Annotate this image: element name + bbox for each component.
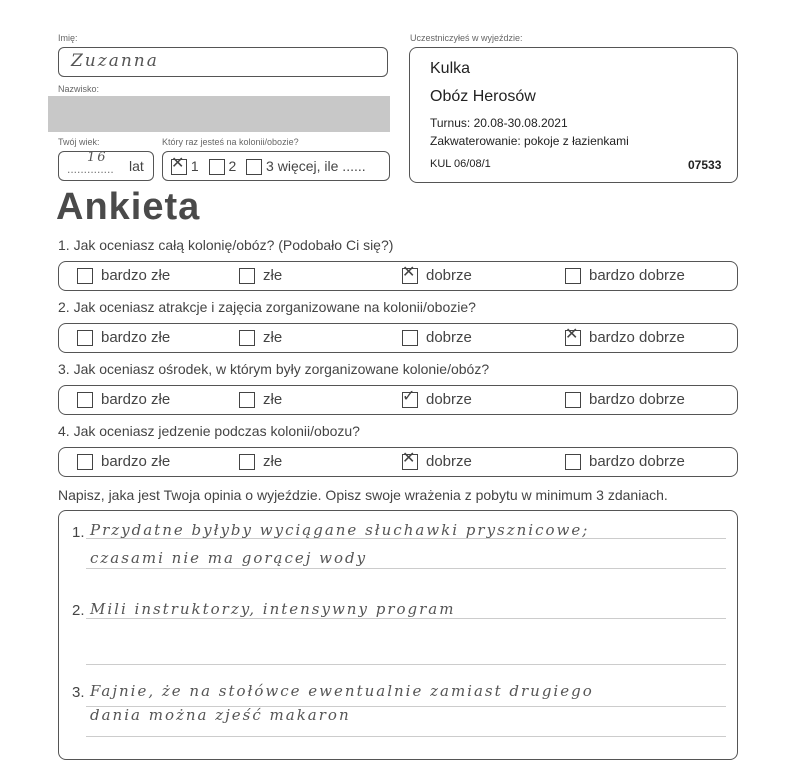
option-bardzo-zle	[77, 267, 170, 284]
opinion-number-1: 1.	[72, 524, 85, 541]
visit-label: Który raz jesteś na kolonii/obozie?	[162, 137, 299, 147]
option-label: bardzo dobrze	[589, 267, 685, 284]
opinion-number-2: 2.	[72, 602, 85, 619]
option-label: bardzo złe	[101, 329, 171, 346]
question-4: 4. Jak oceniasz jedzenie podczas kolonii/obozu?	[58, 423, 360, 439]
visit-checkbox-1[interactable]: ✕	[171, 159, 187, 175]
checkbox-zle[interactable]	[239, 330, 255, 346]
check-mark-icon: ✓	[402, 388, 416, 406]
option-label: dobrze	[426, 329, 472, 346]
name-label: Imię:	[58, 33, 78, 43]
age-value: 16	[87, 150, 108, 165]
visit-field	[162, 151, 390, 181]
option-label: dobrze	[426, 267, 472, 284]
option-label: dobrze	[426, 453, 472, 470]
age-unit: lat	[129, 158, 144, 174]
answer-row-3	[58, 385, 738, 415]
answer-row-1	[58, 261, 738, 291]
camp-number: 07533	[688, 158, 722, 172]
checkbox-bardzo-zle[interactable]	[77, 392, 93, 408]
age-label: Twój wiek:	[58, 137, 100, 147]
option-label: złe	[263, 453, 283, 470]
checkbox-bardzo-dobrze[interactable]	[565, 392, 581, 408]
option-label: bardzo dobrze	[589, 453, 685, 470]
camp-accommodation: Zakwaterowanie: pokoje z łazienkami	[430, 134, 629, 148]
option-zle	[239, 267, 282, 284]
opinion-line-1a: Przydatne byłyby wyciągane słuchawki prysznicowe;	[90, 521, 590, 539]
checkbox-zle[interactable]	[239, 268, 255, 284]
checkbox-bardzo-dobrze[interactable]	[565, 326, 581, 346]
redacted-surname	[48, 96, 390, 132]
survey-title: Ankieta	[56, 186, 201, 228]
opinion-line-3a: Fajnie, że na stołówce ewentualnie zamiast drugiego	[90, 682, 594, 700]
name-value: Zuzanna	[71, 51, 159, 71]
checkbox-bardzo-zle[interactable]	[77, 454, 93, 470]
option-bardzo-zle	[77, 329, 170, 346]
opinion-prompt: Napisz, jaka jest Twoja opinia o wyjeździe. Opisz swoje wrażenia z pobytu w minimum 3 zdaniach.	[58, 487, 668, 503]
checkbox-bardzo-zle[interactable]	[77, 330, 93, 346]
option-bardzo-zle	[77, 453, 170, 470]
option-dobrze	[402, 388, 472, 408]
option-label: bardzo dobrze	[589, 329, 685, 346]
checkbox-zle[interactable]	[239, 392, 255, 408]
question-2: 2. Jak oceniasz atrakcje i zajęcia zorganizowane na kolonii/obozie?	[58, 299, 476, 315]
camp-title: Obóz Herosów	[430, 88, 536, 105]
answer-row-4	[58, 447, 738, 477]
checkbox-dobrze[interactable]	[402, 450, 418, 470]
camp-info-box	[409, 47, 738, 183]
option-dobrze	[402, 450, 472, 470]
option-label: złe	[263, 391, 283, 408]
option-bardzo-dobrze	[565, 267, 685, 284]
visit-opt3: 3 więcej, ile ......	[266, 158, 366, 174]
option-bardzo-dobrze	[565, 453, 685, 470]
opinion-line-2a: Mili instruktorzy, intensywny program	[90, 600, 456, 618]
check-mark-icon: ✕	[402, 450, 416, 468]
option-dobrze	[402, 329, 472, 346]
camp-turnus: Turnus: 20.08-30.08.2021	[430, 116, 568, 130]
option-label: bardzo złe	[101, 453, 171, 470]
checkbox-bardzo-dobrze[interactable]	[565, 268, 581, 284]
opinion-number-3: 3.	[72, 684, 85, 701]
age-field[interactable]: .............. 16 lat	[58, 151, 154, 181]
option-zle	[239, 329, 282, 346]
checkbox-bardzo-zle[interactable]	[77, 268, 93, 284]
checkbox-bardzo-dobrze[interactable]	[565, 454, 581, 470]
visit-opt2: 2	[228, 158, 237, 174]
checkbox-zle[interactable]	[239, 454, 255, 470]
question-3: 3. Jak oceniasz ośrodek, w którym były zorganizowane kolonie/obóz?	[58, 361, 490, 377]
question-1: 1. Jak oceniasz całą kolonię/obóz? (Podobało Ci się?)	[58, 237, 394, 253]
check-mark-icon: ✕	[565, 326, 579, 344]
checkbox-dobrze[interactable]	[402, 264, 418, 284]
option-label: złe	[263, 267, 283, 284]
option-label: bardzo złe	[101, 267, 171, 284]
option-dobrze	[402, 264, 472, 284]
option-label: złe	[263, 329, 283, 346]
checkbox-dobrze[interactable]	[402, 388, 418, 408]
surname-label: Nazwisko:	[58, 84, 100, 94]
option-bardzo-zle	[77, 391, 170, 408]
option-label: bardzo dobrze	[589, 391, 685, 408]
option-bardzo-dobrze	[565, 391, 685, 408]
visit-checkbox-2[interactable]	[209, 159, 225, 175]
visit-checkbox-3[interactable]	[246, 159, 262, 175]
option-zle	[239, 453, 282, 470]
opinion-line-3b: dania można zjeść makaron	[90, 706, 351, 724]
camp-code: KUL 06/08/1	[430, 158, 491, 170]
participant-label: Uczestniczyłeś w wyjeździe:	[410, 33, 523, 43]
visit-opt1: 1	[190, 158, 199, 174]
option-zle	[239, 391, 282, 408]
answer-row-2	[58, 323, 738, 353]
check-mark-icon: ✕	[402, 264, 416, 282]
name-field[interactable]	[58, 47, 388, 77]
option-bardzo-dobrze	[565, 326, 685, 346]
checkbox-dobrze[interactable]	[402, 330, 418, 346]
opinion-line-1b: czasami nie ma gorącej wody	[90, 549, 368, 567]
camp-name: Kulka	[430, 60, 471, 77]
option-label: bardzo złe	[101, 391, 171, 408]
option-label: dobrze	[426, 391, 472, 408]
